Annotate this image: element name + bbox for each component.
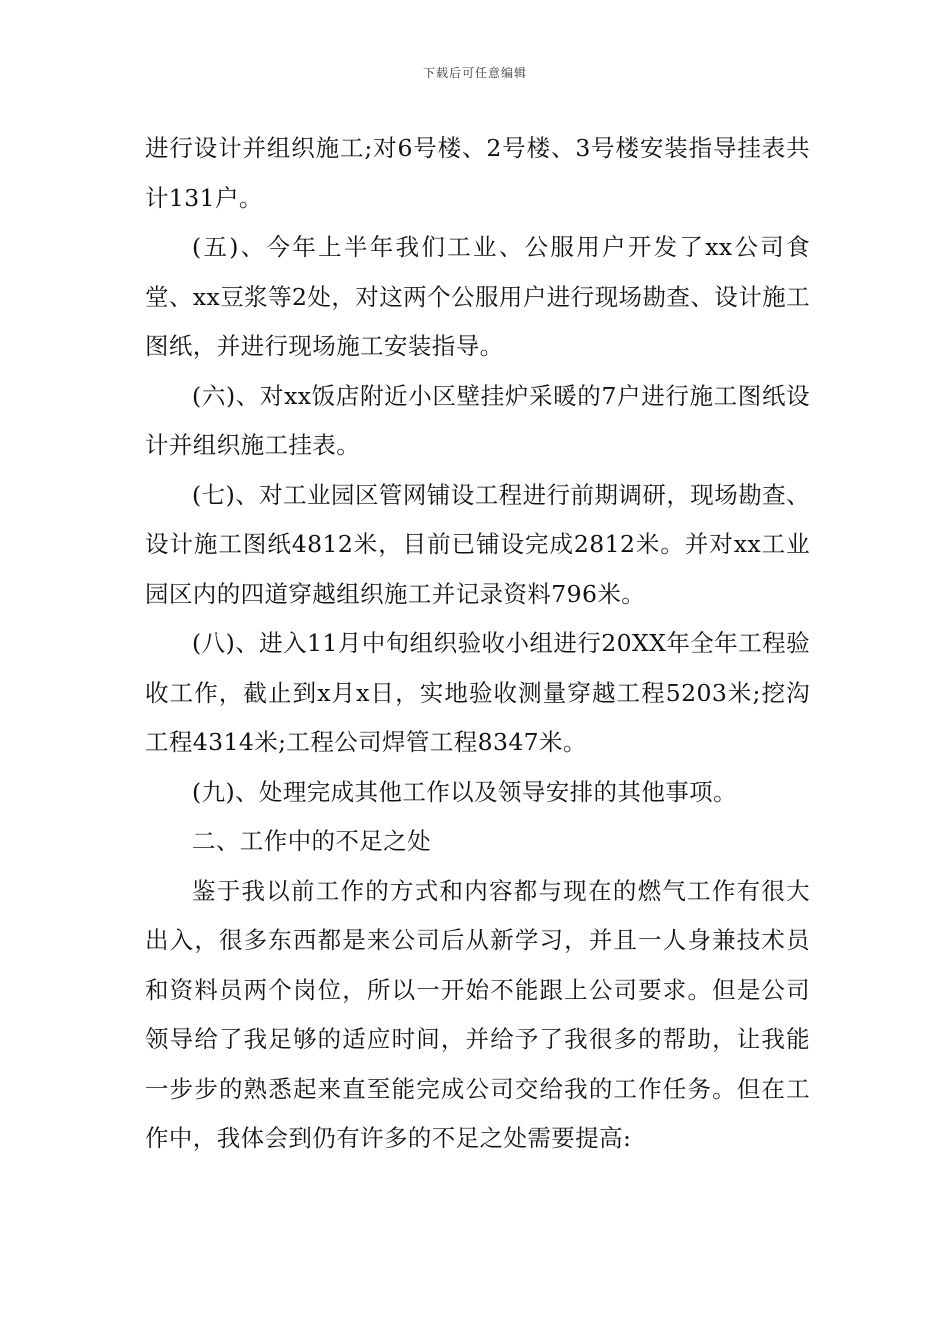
paragraph-item-6: (六)、对xx饭店附近小区壁挂炉采暖的7户进行施工图纸设计并组织施工挂表。: [145, 381, 810, 459]
paragraph-item-7: (七)、对工业园区管网铺设工程进行前期调研，现场勘查、设计施工图纸4812米，目前已铺设完成2812米。并对xx工业园区内的四道穿越组织施工并记录资料796米。: [145, 480, 810, 608]
page-header: 下载后可任意编辑: [422, 66, 527, 80]
paragraph-item-5: (五)、今年上半年我们工业、公服用户开发了xx公司食堂、xx豆浆等2处，对这两个公服用户进行现场勘查、设计施工图纸，并进行现场施工安装指导。: [145, 233, 810, 360]
paragraph-continuation: 进行设计并组织施工;对6号楼、2号楼、3号楼安装指导挂表共计131户。: [145, 134, 810, 212]
document-body: [145, 124, 810, 1164]
paragraph-item-9: (九)、处理完成其他工作以及领导安排的其他事项。: [192, 777, 737, 806]
section-heading-shortcomings: 二、工作中的不足之处: [192, 827, 431, 855]
paragraph-item-8: (八)、进入11月中旬组织验收小组进行20XX年全年工程验收工作，截止到x月x日，实地验收测量穿越工程5203米;挖沟工程4314米;工程公司焊管工程8347米。: [145, 629, 810, 756]
paragraph-shortcomings: 鉴于我以前工作的方式和内容都与现在的燃气工作有很大出入，很多东西都是来公司后从新学习，并且一人身兼技术员和资料员两个岗位，所以一开始不能跟上公司要求。但是公司领导给了我足够的适应时间，并给予了我很多的帮助，让我能一步步的熟悉起来直至能完成公司交给我的工作任务。但在工作中，我体会到仍有许多的不足之处需要提高:: [145, 876, 810, 1152]
